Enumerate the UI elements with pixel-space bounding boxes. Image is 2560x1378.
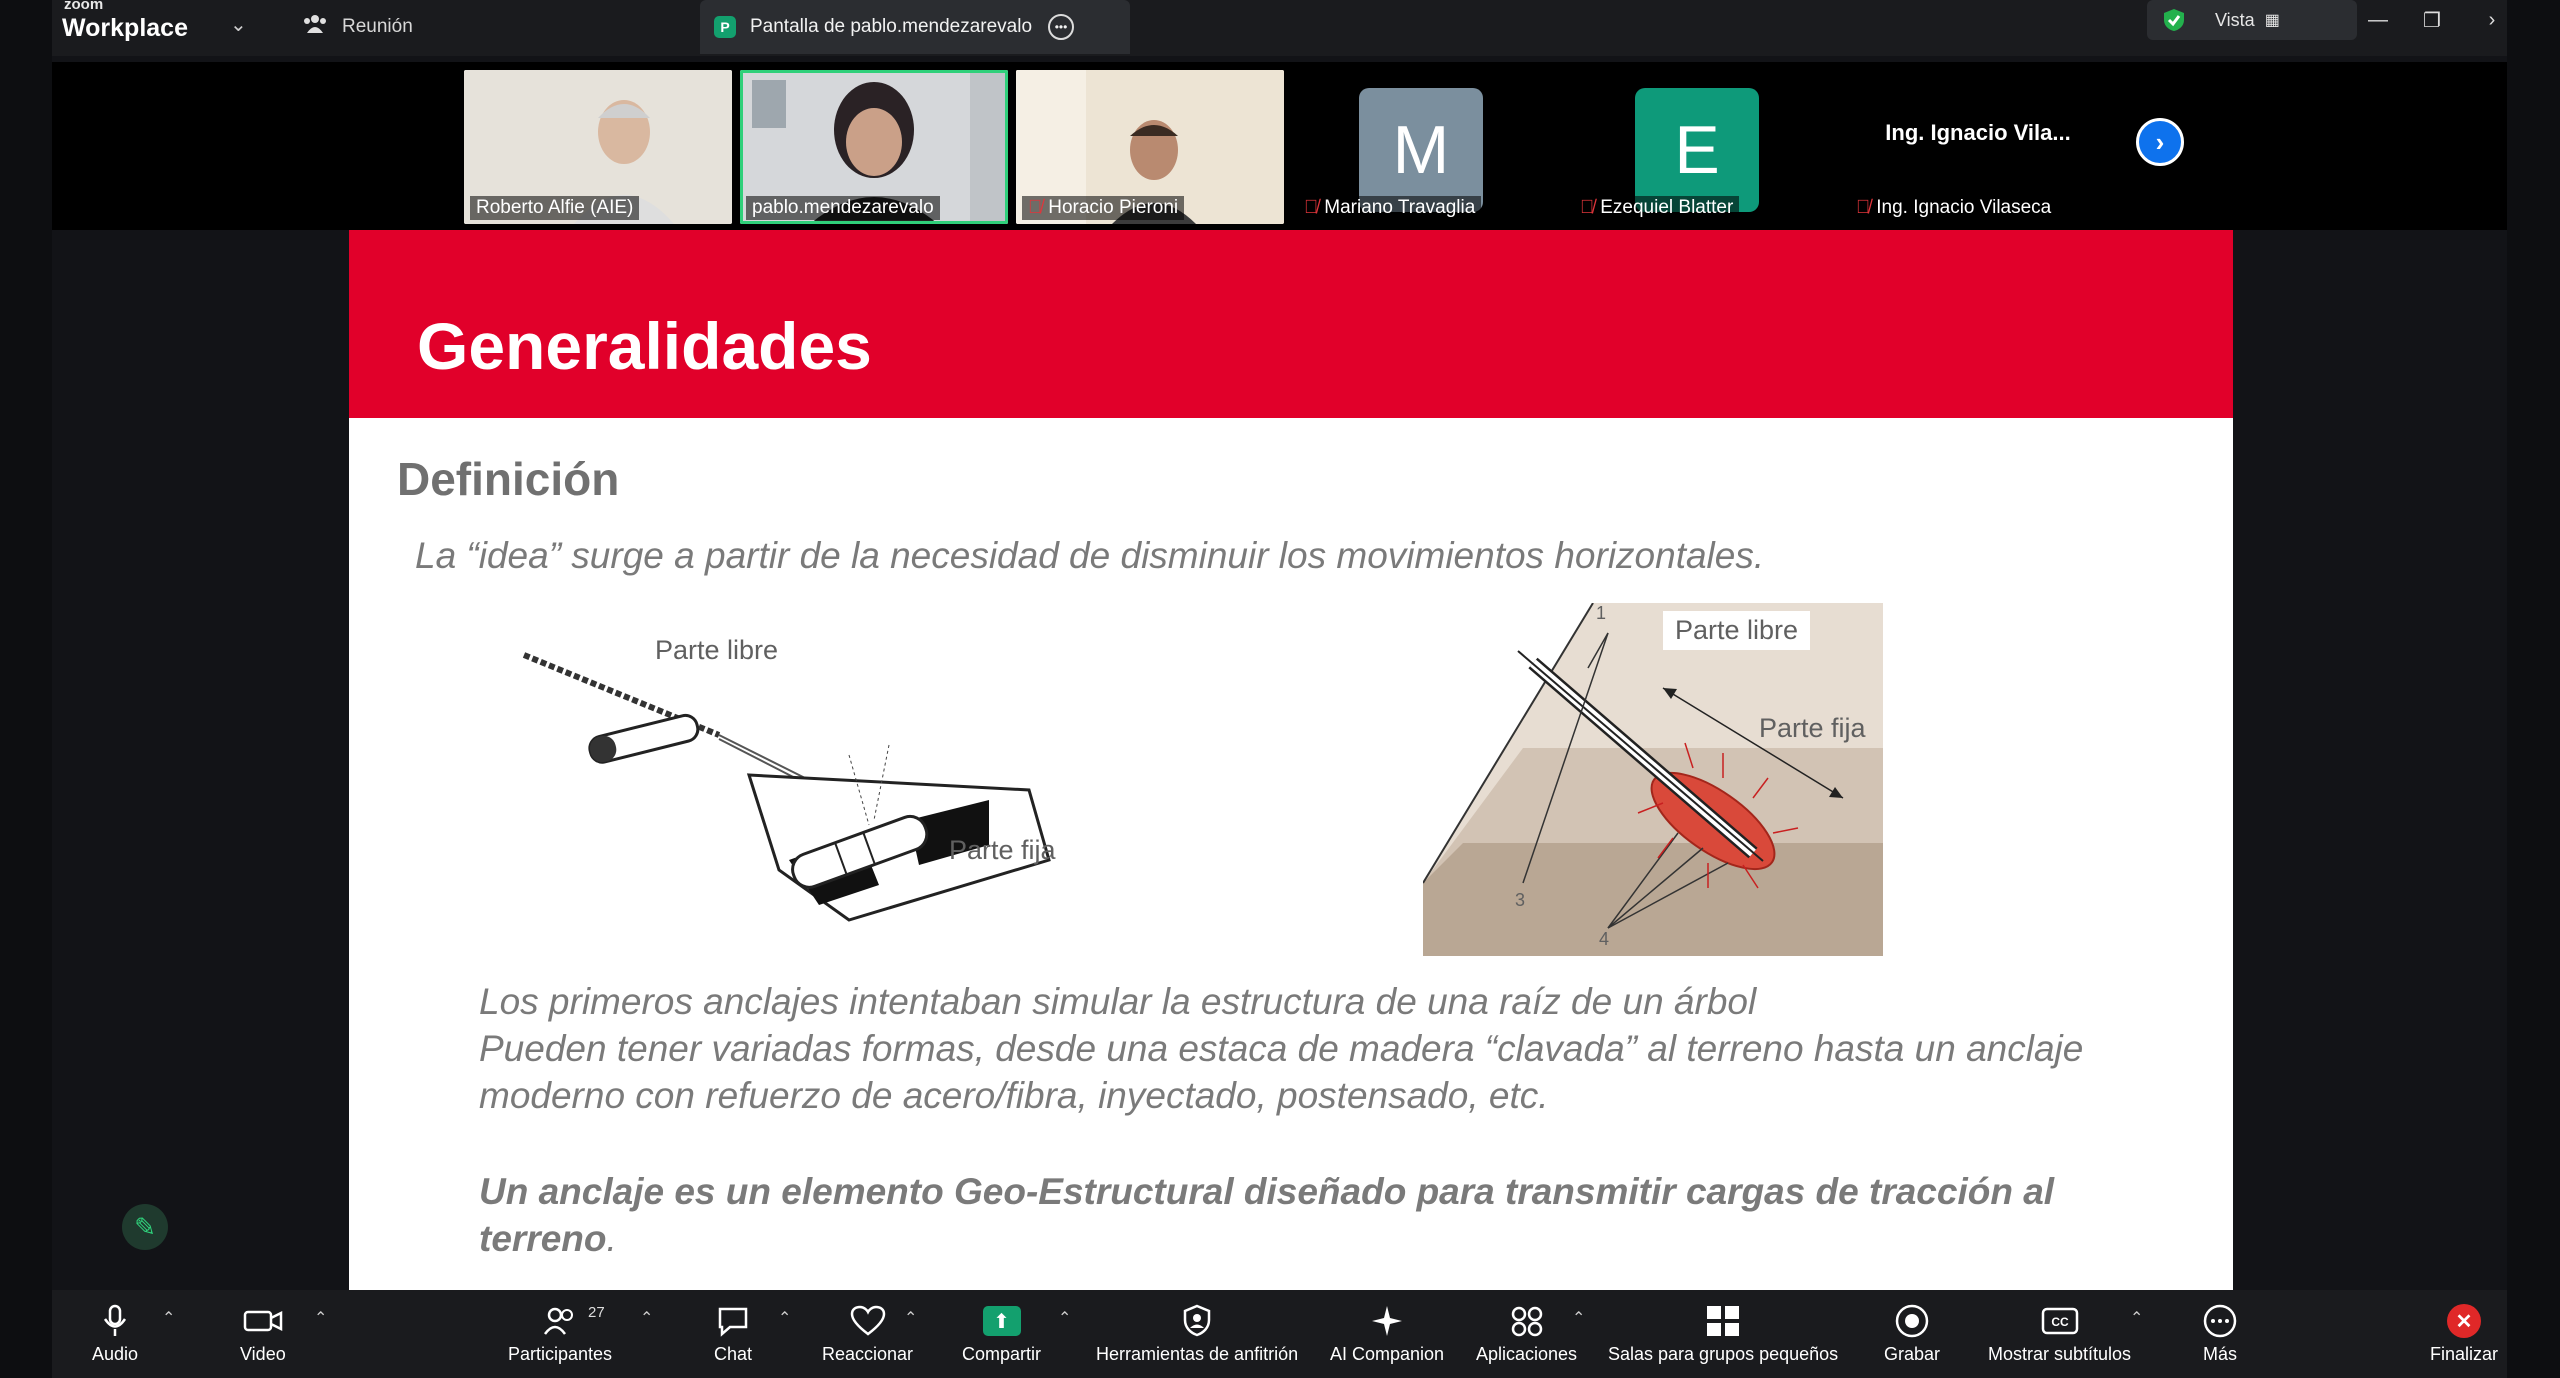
- slide-paragraph-1: [479, 978, 2083, 1119]
- view-button[interactable]: [2147, 0, 2357, 40]
- record-button[interactable]: [1884, 1300, 1940, 1365]
- closed-captions-icon: [2041, 1300, 2079, 1342]
- annotate-pencil-icon[interactable]: ✎: [122, 1204, 168, 1250]
- slide-title: Generalidades: [417, 309, 872, 383]
- chevron-down-icon[interactable]: ⌄: [230, 14, 247, 36]
- more-dots-icon: [2202, 1300, 2238, 1342]
- more-label: Más: [2202, 1344, 2237, 1364]
- muted-mic-icon: 🎙̸: [1028, 197, 1043, 218]
- title-bar: [52, 0, 2507, 56]
- definition-emphasis: terreno: [479, 1218, 607, 1259]
- muted-mic-icon: 🎙̸: [1304, 197, 1319, 218]
- share-options-caret-icon[interactable]: ⌃: [1058, 1310, 1072, 1327]
- participant-tile[interactable]: [1844, 70, 2112, 224]
- more-button[interactable]: [2202, 1300, 2238, 1365]
- fig1-fixed-part-label: Parte fija: [949, 835, 1056, 865]
- paragraph-line: Pueden tener variadas formas, desde una estaca de madera “clavada” al terreno hasta un anclaje: [479, 1028, 2084, 1069]
- avatar: M: [1359, 88, 1483, 212]
- participants-options-caret-icon[interactable]: ⌃: [640, 1310, 654, 1327]
- fig2-marker-1: 1: [1596, 603, 1607, 623]
- participant-name: 🎙̸ Ing. Ignacio Vilaseca: [1850, 196, 2057, 220]
- sparkle-icon: [1370, 1300, 1404, 1342]
- anchor-sketch-figure: [519, 615, 1079, 945]
- participant-tile[interactable]: [464, 70, 732, 224]
- host-tools-button[interactable]: [1096, 1300, 1298, 1365]
- apps-button[interactable]: [1476, 1300, 1577, 1365]
- host-tools-label: Herramientas de anfitrión: [1096, 1344, 1299, 1364]
- react-button[interactable]: [822, 1300, 913, 1365]
- participants-label: Participantes: [508, 1344, 613, 1364]
- next-page-button[interactable]: [2136, 118, 2184, 166]
- meeting-label: Reunión: [342, 16, 413, 37]
- apps-options-caret-icon[interactable]: ⌃: [1572, 1310, 1586, 1327]
- audio-label: Audio: [92, 1344, 139, 1364]
- participant-name: 🎙̸ Mariano Travaglia: [1298, 196, 1481, 220]
- end-meeting-button[interactable]: [2430, 1300, 2498, 1365]
- muted-mic-icon: 🎙̸: [1856, 197, 1871, 218]
- paragraph-line: Los primeros anclajes intentaban simular la estructura de una raíz de un árbol: [479, 981, 1757, 1022]
- video-gallery: [52, 62, 2507, 230]
- captions-options-caret-icon[interactable]: ⌃: [2130, 1310, 2144, 1327]
- participant-display-name: Ing. Ignacio Vila...: [1885, 120, 2071, 145]
- svg-text:CC: CC: [2050, 1315, 2069, 1329]
- end-label: Finalizar: [2430, 1344, 2499, 1364]
- participant-tile[interactable]: [1568, 70, 1836, 224]
- slide-intro-text: La “idea” surge a partir de la necesidad de disminuir los movimientos horizontales.: [415, 535, 1765, 576]
- slide-definition-paragraph: [479, 1168, 2054, 1262]
- ai-companion-button[interactable]: [1330, 1300, 1444, 1365]
- restore-icon[interactable]: ❐: [2423, 9, 2441, 32]
- logo-zoom-text: zoom: [64, 0, 104, 13]
- audio-options-caret-icon[interactable]: ⌃: [162, 1310, 176, 1327]
- view-label: Vista: [2215, 9, 2255, 30]
- meeting-toolbar: [52, 1290, 2507, 1378]
- video-label: Video: [240, 1344, 286, 1364]
- heart-icon: [850, 1300, 886, 1342]
- participant-tile[interactable]: [1016, 70, 1284, 224]
- participant-name: pablo.mendezarevalo: [746, 196, 940, 220]
- fig2-fixed-part-label: Parte fija: [1759, 713, 1866, 743]
- participant-name: 🎙̸ Ezequiel Blatter: [1574, 196, 1739, 220]
- chat-button[interactable]: [714, 1300, 752, 1365]
- participant-tile[interactable]: [1292, 70, 1560, 224]
- minimize-icon[interactable]: —: [2368, 8, 2388, 31]
- video-button[interactable]: [240, 1300, 286, 1365]
- participant-name: 🎙̸ Horacio Pieroni: [1022, 196, 1184, 220]
- definition-end: .: [606, 1218, 617, 1259]
- breakout-rooms-button[interactable]: [1608, 1300, 1838, 1365]
- captions-label: Mostrar subtítulos: [1988, 1344, 2132, 1364]
- definition-line: Un anclaje es un elemento Geo-Estructural diseñado para transmitir cargas de tracción al: [479, 1171, 2055, 1212]
- share-button[interactable]: [962, 1300, 1041, 1365]
- chevron-right-icon[interactable]: ›: [2488, 8, 2496, 31]
- presenter-badge: P: [714, 16, 736, 38]
- camera-icon: [243, 1300, 283, 1342]
- ai-companion-label: AI Companion: [1330, 1344, 1445, 1364]
- host-shield-icon: [1182, 1300, 1212, 1342]
- paragraph-line: moderno con refuerzo de acero/fibra, inyectado, postensado, etc.: [479, 1075, 1549, 1116]
- react-options-caret-icon[interactable]: ⌃: [904, 1310, 918, 1327]
- apps-label: Aplicaciones: [1476, 1344, 1578, 1364]
- shared-slide: [349, 230, 2233, 1290]
- chat-icon: [716, 1300, 750, 1342]
- share-screen-icon-wrap: [983, 1300, 1021, 1342]
- participants-icon: [543, 1300, 577, 1342]
- video-options-caret-icon[interactable]: ⌃: [314, 1310, 328, 1327]
- breakout-rooms-label: Salas para grupos pequeños: [1608, 1344, 1839, 1364]
- participants-count: 27: [588, 1304, 605, 1321]
- breakout-grid-icon: [1705, 1300, 1741, 1342]
- fig1-free-part-label: Parte libre: [655, 635, 779, 665]
- chevron-right-icon: ›: [2155, 126, 2165, 157]
- participant-name: Roberto Alfie (AIE): [470, 196, 639, 220]
- share-screen-icon: ⬆: [983, 1306, 1021, 1336]
- fig2-marker-4: 4: [1599, 929, 1610, 949]
- logo-workplace-text: Workplace: [62, 14, 188, 42]
- record-icon: [1894, 1300, 1930, 1342]
- end-meeting-icon: ✕: [2447, 1304, 2481, 1338]
- zoom-window: [52, 0, 2507, 1378]
- fig2-free-part-label: Parte libre: [1663, 611, 1810, 650]
- muted-mic-icon: 🎙̸: [1580, 197, 1595, 218]
- anchor-section-figure: [1423, 603, 1883, 956]
- tab-screen-share[interactable]: [700, 0, 1130, 54]
- chat-options-caret-icon[interactable]: ⌃: [778, 1310, 792, 1327]
- react-label: Reaccionar: [822, 1344, 914, 1364]
- share-tab-label: Pantalla de pablo.mendezarevalo: [750, 16, 1033, 37]
- participant-tile-active-speaker[interactable]: [740, 70, 1008, 224]
- end-icon-wrap: [2447, 1300, 2481, 1342]
- audio-button[interactable]: [92, 1300, 138, 1365]
- avatar: E: [1635, 88, 1759, 212]
- security-shield-icon: [2161, 7, 2187, 33]
- more-options-icon[interactable]: •••: [1048, 14, 1074, 40]
- microphone-icon: [102, 1300, 128, 1342]
- tab-meeting[interactable]: [302, 6, 722, 48]
- people-icon: [302, 13, 328, 41]
- soil-section-drawing: [1423, 603, 1883, 956]
- share-label: Compartir: [962, 1344, 1042, 1364]
- grid-view-icon: ▦: [2264, 12, 2280, 29]
- captions-button[interactable]: [1988, 1300, 2131, 1365]
- slide-subtitle: Definición: [397, 453, 620, 505]
- slide-header-band: [349, 230, 2233, 418]
- apps-icon: [1509, 1300, 1545, 1342]
- chat-label: Chat: [714, 1344, 753, 1364]
- record-label: Grabar: [1884, 1344, 1941, 1364]
- fig2-marker-3: 3: [1515, 890, 1526, 910]
